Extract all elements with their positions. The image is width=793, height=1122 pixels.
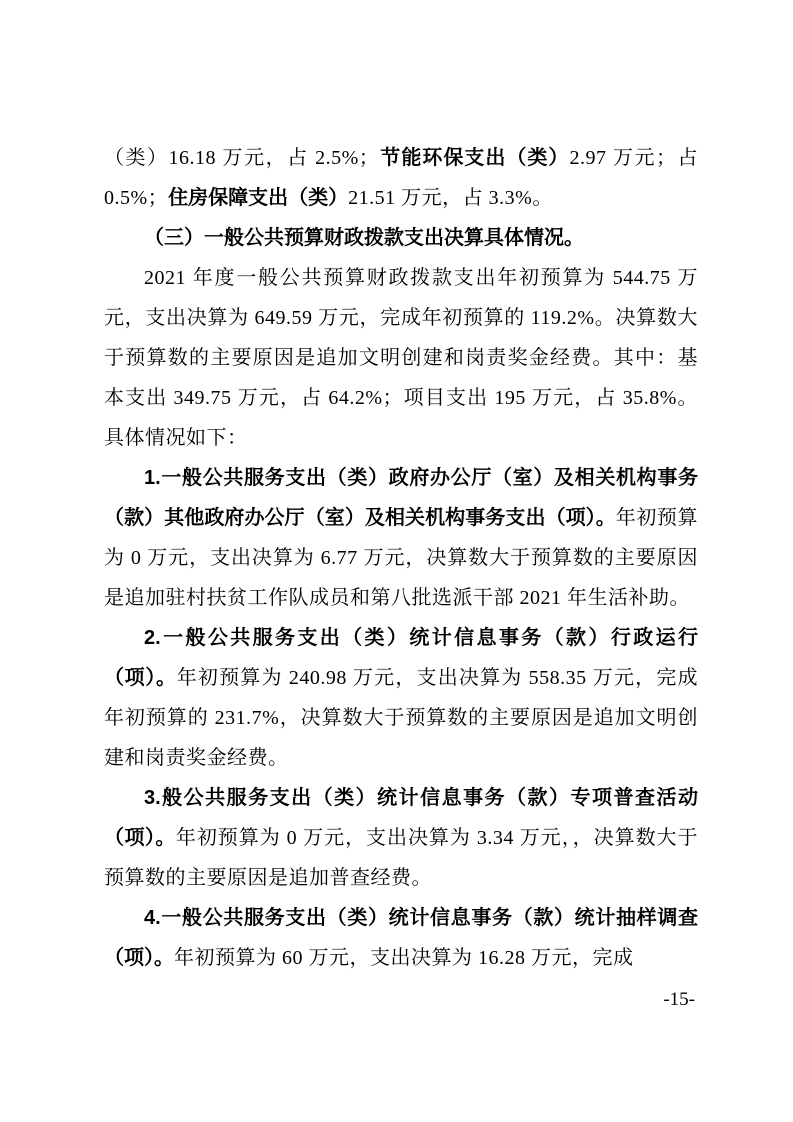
text-run: 年初预算为 0 万元，支出决算为 6.77 万元，决算数大于预算数的主要原因是追加驻村扶贫工作队成员和第八批选派干部 2021 年生活补助。: [104, 507, 699, 609]
text-run: 2.97 万元；占 0.5%；: [104, 147, 699, 209]
bold-text-run: 节能环保支出（类）: [379, 147, 570, 169]
bold-text-run: 住房保障支出（类）: [168, 187, 349, 209]
para-item-3: [104, 778, 698, 898]
text-run: 年初预算为 0 万元，支出决算为 3.34 万元，，决算数大于预算数的主要原因是追加普查经费。: [104, 827, 699, 889]
bold-text-run: 2.一般公共服务支出（类）统计信息事务（款）行政运行（项）。: [104, 627, 698, 689]
para-overview: [104, 258, 698, 458]
para-item-4: [104, 898, 698, 978]
text-run: 2021 年度一般公共预算财政拨款支出年初预算为 544.75 万元，支出决算为 649.59 万元，完成年初预算的 119.2%。决算数大于预算数的主要原因是追加文明创建和岗责奖金经费。其中：基本支出 349.75 万元，占 64.2%；项目支出 195 万元，占 35.8%。具体情况如下：: [104, 267, 698, 449]
bold-text-run: 1.一般公共服务支出（类）政府办公厅（室）及相关机构事务（款）其他政府办公厅（室）及相关机构事务支出（项）。: [104, 467, 698, 529]
heading-section-three: [104, 218, 698, 258]
text-run: 年初预算为 60 万元，支出决算为 16.28 万元，完成: [174, 947, 634, 969]
document-body: [104, 138, 698, 978]
para-continuation-energy-housing: [104, 138, 698, 218]
bold-text-run: 3.般公共服务支出（类）统计信息事务（款）专项普查活动（项）。: [104, 787, 698, 849]
text-run: 21.51 万元，占 3.3%。: [348, 187, 553, 209]
para-item-1: [104, 458, 698, 618]
text-run: （类）16.18 万元，占 2.5%；: [104, 147, 380, 169]
para-item-2: [104, 618, 698, 778]
bold-text-run: 4.一般公共服务支出（类）统计信息事务（款）统计抽样调查（项）。: [104, 907, 698, 969]
text-run: 年初预算为 240.98 万元，支出决算为 558.35 万元，完成年初预算的 231.7%，决算数大于预算数的主要原因是追加文明创建和岗责奖金经费。: [104, 667, 699, 769]
page-number: -15-: [663, 989, 695, 1010]
bold-text-run: （三）一般公共预算财政拨款支出决算具体情况。: [144, 227, 584, 249]
